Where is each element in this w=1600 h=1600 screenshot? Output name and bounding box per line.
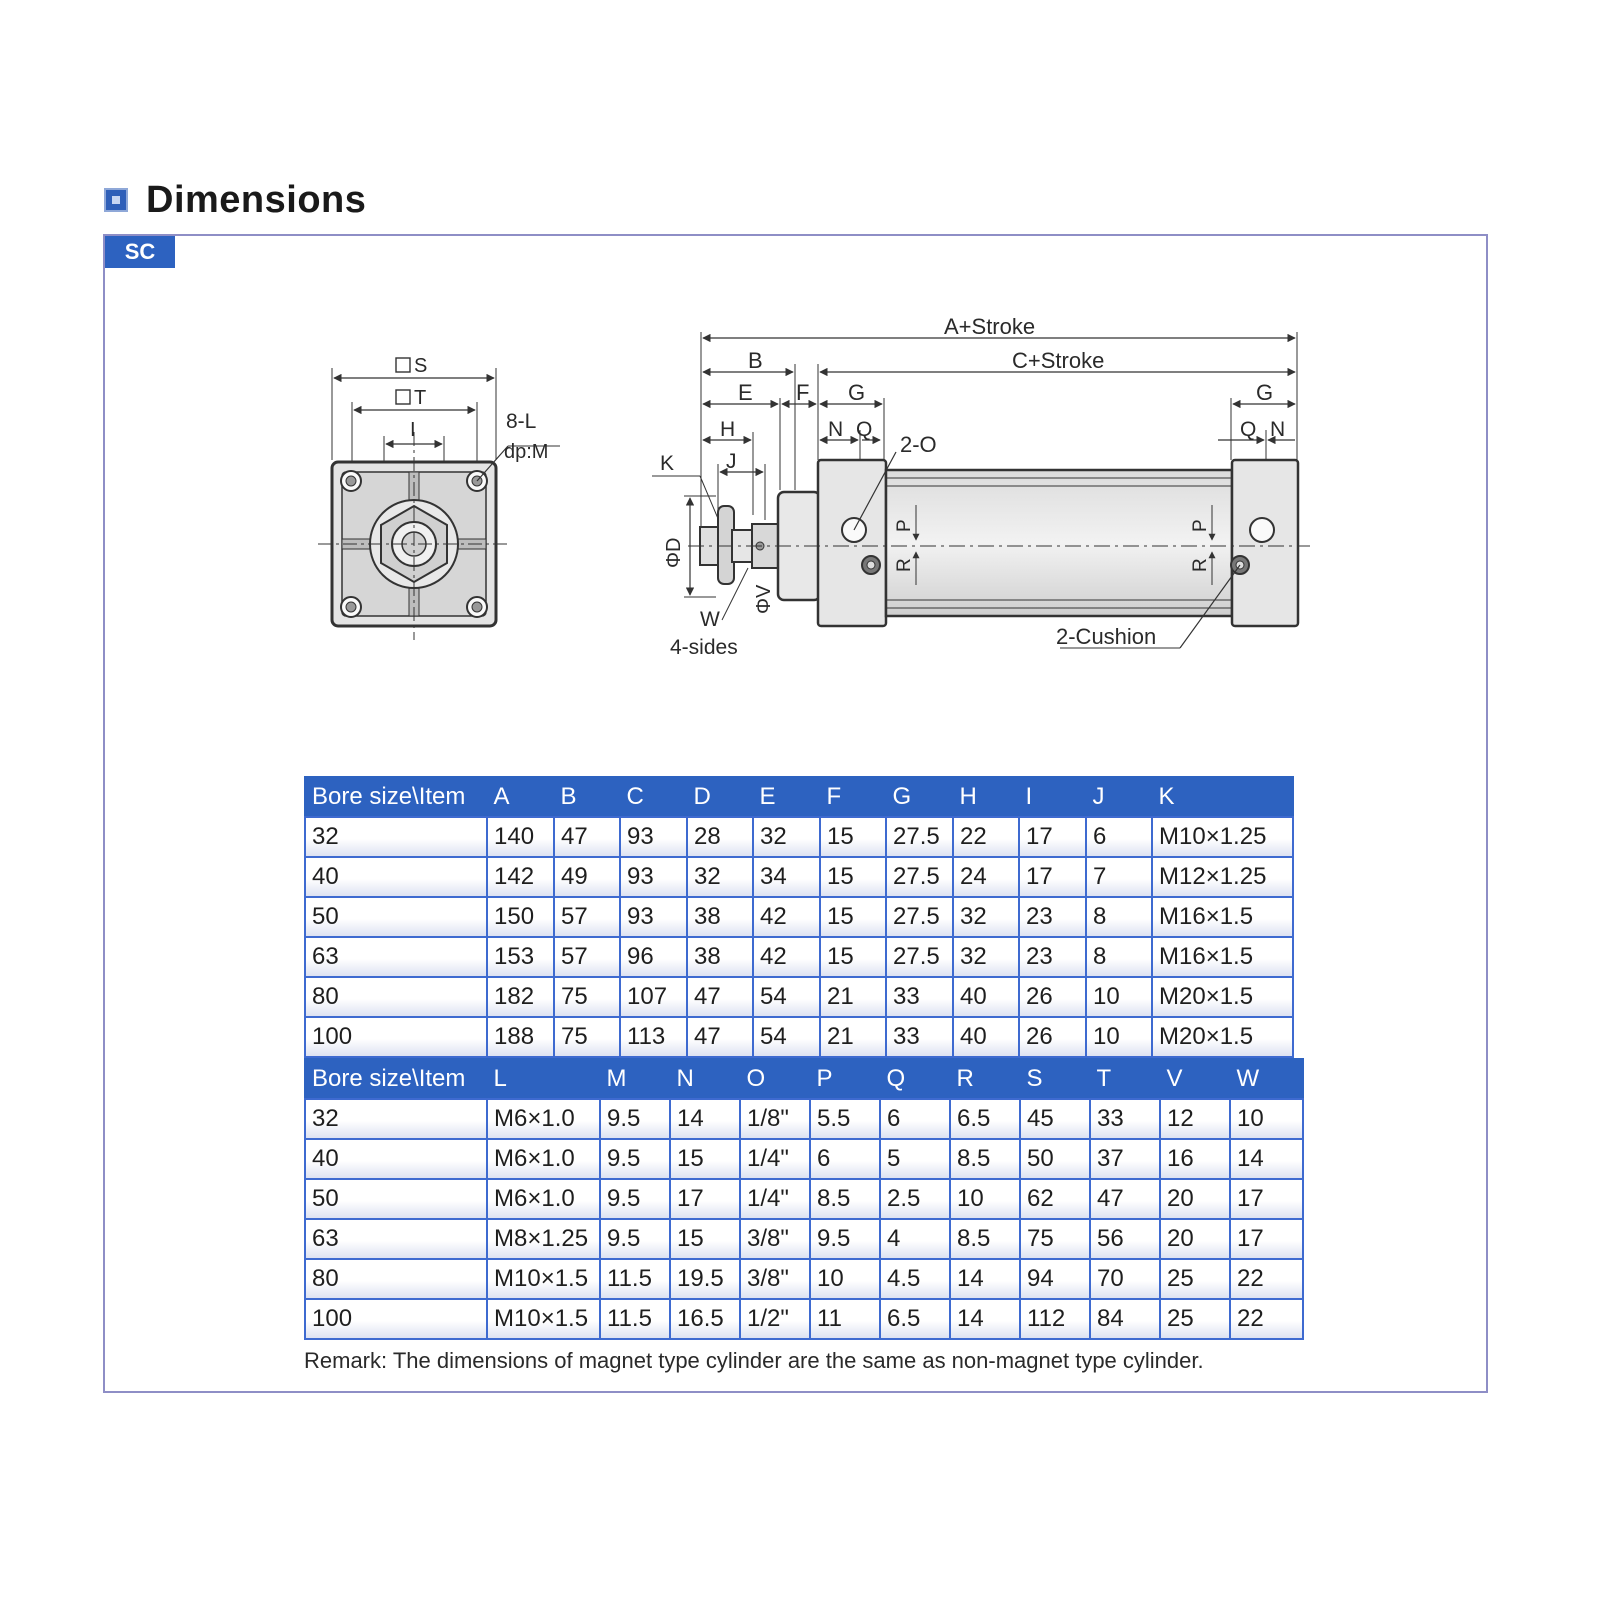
table-cell: 33: [886, 1017, 953, 1057]
table-cell: 3/8": [740, 1219, 810, 1259]
table-cell: 24: [953, 857, 1019, 897]
label-a-stroke: A+Stroke: [944, 314, 1036, 339]
table-row: [305, 937, 1293, 977]
table-cell: 26: [1019, 977, 1086, 1017]
table-cell: 93: [620, 897, 687, 937]
table-cell: 37: [1090, 1139, 1160, 1179]
page-title: Dimensions: [146, 178, 367, 221]
table-cell: 2.5: [880, 1179, 950, 1219]
table-cell: 1/4": [740, 1179, 810, 1219]
table-row: [305, 1259, 1303, 1299]
column-header: J: [1086, 777, 1152, 817]
label-j: J: [726, 450, 737, 473]
table-cell: 57: [554, 897, 620, 937]
column-header: D: [687, 777, 753, 817]
table-cell: 47: [687, 977, 753, 1017]
label-2-cushion: 2-Cushion: [1056, 624, 1157, 649]
column-header: Bore size\Item: [305, 1059, 487, 1099]
bore-size-cell: 32: [305, 1099, 487, 1139]
table-cell: 45: [1020, 1099, 1090, 1139]
cylinder-drawing: [0, 0, 1600, 720]
table-cell: 8.5: [950, 1139, 1020, 1179]
table-header-row: [305, 777, 1293, 817]
table-cell: 15: [820, 817, 886, 857]
label-r-right: R: [1190, 558, 1211, 572]
table-cell: 33: [886, 977, 953, 1017]
table-cell: 15: [670, 1219, 740, 1259]
table-cell: 1/4": [740, 1139, 810, 1179]
table-cell: 54: [753, 1017, 820, 1057]
table-cell: 56: [1090, 1219, 1160, 1259]
table-cell: 26: [1019, 1017, 1086, 1057]
table-cell: 19.5: [670, 1259, 740, 1299]
table-cell: 21: [820, 1017, 886, 1057]
table-cell: 40: [953, 977, 1019, 1017]
table-cell: 47: [687, 1017, 753, 1057]
table-cell: 11.5: [600, 1299, 670, 1339]
table-cell: 17: [1230, 1219, 1303, 1259]
column-header: O: [740, 1059, 810, 1099]
table-cell: M16×1.5: [1152, 937, 1293, 977]
table-cell: 27.5: [886, 897, 953, 937]
table-cell: 75: [554, 1017, 620, 1057]
table-cell: M6×1.0: [487, 1179, 600, 1219]
table-row: [305, 1139, 1303, 1179]
table-cell: M12×1.25: [1152, 857, 1293, 897]
table-cell: 93: [620, 857, 687, 897]
label-k: K: [660, 452, 675, 475]
model-tag: SC: [105, 236, 175, 268]
table-cell: 32: [687, 857, 753, 897]
table-cell: 8: [1086, 897, 1152, 937]
column-header: T: [1090, 1059, 1160, 1099]
column-header: V: [1160, 1059, 1230, 1099]
bore-size-cell: 40: [305, 857, 487, 897]
label-f: F: [796, 380, 810, 405]
table-cell: 10: [1086, 977, 1152, 1017]
table-row: [305, 1017, 1293, 1057]
table-cell: 10: [950, 1179, 1020, 1219]
table-cell: 6: [880, 1099, 950, 1139]
table-cell: 22: [953, 817, 1019, 857]
table-cell: 27.5: [886, 857, 953, 897]
table-cell: 10: [810, 1259, 880, 1299]
label-w: W: [700, 608, 720, 631]
column-header: Bore size\Item: [305, 777, 487, 817]
table-cell: 93: [620, 817, 687, 857]
table-cell: 17: [670, 1179, 740, 1219]
dimension-table-l-w: [304, 1058, 1304, 1340]
column-header: F: [820, 777, 886, 817]
label-s: S: [414, 355, 428, 377]
table-cell: 57: [554, 937, 620, 977]
bore-size-cell: 80: [305, 1259, 487, 1299]
table-cell: 22: [1230, 1259, 1303, 1299]
label-dp-m: dp:M: [504, 441, 549, 463]
table-cell: 9.5: [600, 1219, 670, 1259]
square-symbol-icon: [396, 358, 410, 372]
table-cell: 5: [880, 1139, 950, 1179]
table-cell: 7: [1086, 857, 1152, 897]
label-b: B: [748, 348, 763, 373]
table-cell: 8: [1086, 937, 1152, 977]
label-g-left: G: [848, 380, 866, 405]
label-p-right: P: [1190, 519, 1211, 532]
table-cell: M10×1.25: [1152, 817, 1293, 857]
table-row: [305, 1219, 1303, 1259]
table-cell: 14: [950, 1299, 1020, 1339]
table-cell: M8×1.25: [487, 1219, 600, 1259]
column-header: E: [753, 777, 820, 817]
bore-size-cell: 40: [305, 1139, 487, 1179]
table-cell: 11: [810, 1299, 880, 1339]
column-header: M: [600, 1059, 670, 1099]
table-cell: 94: [1020, 1259, 1090, 1299]
table-cell: 182: [487, 977, 554, 1017]
label-q-left: Q: [856, 418, 873, 441]
table-cell: 150: [487, 897, 554, 937]
table-cell: 22: [1230, 1299, 1303, 1339]
table-cell: 14: [950, 1259, 1020, 1299]
table-cell: 4.5: [880, 1259, 950, 1299]
label-8-l: 8-L: [506, 410, 537, 433]
table-cell: 38: [687, 937, 753, 977]
table-cell: 17: [1019, 817, 1086, 857]
label-n-right: N: [1270, 418, 1286, 441]
column-header: C: [620, 777, 687, 817]
bore-size-cell: 32: [305, 817, 487, 857]
label-4-sides: 4-sides: [670, 636, 738, 659]
column-header: K: [1152, 777, 1293, 817]
table-cell: 27.5: [886, 937, 953, 977]
table-cell: 9.5: [600, 1179, 670, 1219]
label-g-right: G: [1256, 380, 1274, 405]
table-cell: 70: [1090, 1259, 1160, 1299]
column-header: S: [1020, 1059, 1090, 1099]
table-cell: 15: [670, 1139, 740, 1179]
table-row: [305, 897, 1293, 937]
table-cell: 20: [1160, 1219, 1230, 1259]
column-header: N: [670, 1059, 740, 1099]
column-header: A: [487, 777, 554, 817]
table-cell: 10: [1086, 1017, 1152, 1057]
table-cell: 16: [1160, 1139, 1230, 1179]
table-cell: 33: [1090, 1099, 1160, 1139]
label-e: E: [738, 380, 753, 405]
table-cell: 3/8": [740, 1259, 810, 1299]
table-row: [305, 1099, 1303, 1139]
table-cell: 75: [1020, 1219, 1090, 1259]
table-cell: 16.5: [670, 1299, 740, 1339]
front-view: [318, 368, 560, 640]
table-cell: 32: [953, 937, 1019, 977]
table-row: [305, 857, 1293, 897]
label-phi-d: ΦD: [663, 537, 685, 568]
table-cell: 15: [820, 857, 886, 897]
table-cell: 15: [820, 897, 886, 937]
label-i: I: [410, 419, 416, 441]
table-cell: M16×1.5: [1152, 897, 1293, 937]
label-2-o: 2-O: [900, 432, 937, 457]
label-c-stroke: C+Stroke: [1012, 348, 1105, 373]
remark-note: Remark: The dimensions of magnet type cylinder are the same as non-magnet type cylinder.: [304, 1348, 1204, 1373]
table-cell: 9.5: [600, 1139, 670, 1179]
table-cell: 15: [820, 937, 886, 977]
table-cell: 6: [1086, 817, 1152, 857]
table-cell: M20×1.5: [1152, 977, 1293, 1017]
table-cell: 6: [810, 1139, 880, 1179]
table-cell: 1/8": [740, 1099, 810, 1139]
table-cell: M6×1.0: [487, 1099, 600, 1139]
table-cell: 8.5: [950, 1219, 1020, 1259]
bore-size-cell: 50: [305, 1179, 487, 1219]
table-cell: 75: [554, 977, 620, 1017]
bore-size-cell: 63: [305, 937, 487, 977]
table-cell: 153: [487, 937, 554, 977]
column-header: R: [950, 1059, 1020, 1099]
table-cell: M10×1.5: [487, 1259, 600, 1299]
table-cell: 23: [1019, 937, 1086, 977]
table-cell: 9.5: [810, 1219, 880, 1259]
column-header: I: [1019, 777, 1086, 817]
table-row: [305, 977, 1293, 1017]
label-p-left: P: [894, 519, 915, 532]
table-cell: 14: [670, 1099, 740, 1139]
front-view-labels: [396, 355, 548, 463]
table-cell: 4: [880, 1219, 950, 1259]
table-cell: 49: [554, 857, 620, 897]
table-cell: 42: [753, 937, 820, 977]
table-cell: 34: [753, 857, 820, 897]
label-q-right: Q: [1240, 418, 1257, 441]
column-header: H: [953, 777, 1019, 817]
table-cell: 32: [753, 817, 820, 857]
table-cell: 40: [953, 1017, 1019, 1057]
bore-size-cell: 50: [305, 897, 487, 937]
table-cell: 54: [753, 977, 820, 1017]
table-cell: 21: [820, 977, 886, 1017]
table-row: [305, 1179, 1303, 1219]
table-cell: M10×1.5: [487, 1299, 600, 1339]
table-cell: 32: [953, 897, 1019, 937]
table-cell: 1/2": [740, 1299, 810, 1339]
column-header: W: [1230, 1059, 1303, 1099]
table-cell: 14: [1230, 1139, 1303, 1179]
table-cell: 25: [1160, 1259, 1230, 1299]
table-cell: 140: [487, 817, 554, 857]
bore-size-cell: 100: [305, 1017, 487, 1057]
table-cell: M20×1.5: [1152, 1017, 1293, 1057]
table-cell: 28: [687, 817, 753, 857]
table-cell: 17: [1019, 857, 1086, 897]
table-cell: 8.5: [810, 1179, 880, 1219]
table-cell: 47: [1090, 1179, 1160, 1219]
table-cell: 107: [620, 977, 687, 1017]
table-cell: 11.5: [600, 1259, 670, 1299]
column-header: G: [886, 777, 953, 817]
table-cell: 12: [1160, 1099, 1230, 1139]
table-cell: 96: [620, 937, 687, 977]
bore-size-cell: 100: [305, 1299, 487, 1339]
table-row: [305, 1299, 1303, 1339]
square-symbol-icon: [396, 390, 410, 404]
table-cell: 62: [1020, 1179, 1090, 1219]
table-cell: 84: [1090, 1299, 1160, 1339]
label-h: H: [720, 418, 736, 441]
table-cell: 50: [1020, 1139, 1090, 1179]
table-cell: 9.5: [600, 1099, 670, 1139]
table-cell: 27.5: [886, 817, 953, 857]
table-cell: 5.5: [810, 1099, 880, 1139]
table-header-row: [305, 1059, 1303, 1099]
label-phi-v: ΦV: [753, 584, 775, 614]
label-t: T: [414, 387, 427, 409]
table-cell: 142: [487, 857, 554, 897]
column-header: Q: [880, 1059, 950, 1099]
dimension-table-a-k: [304, 776, 1294, 1058]
bore-size-cell: 80: [305, 977, 487, 1017]
table-cell: 25: [1160, 1299, 1230, 1339]
bore-size-cell: 63: [305, 1219, 487, 1259]
table-cell: 113: [620, 1017, 687, 1057]
column-header: B: [554, 777, 620, 817]
table-cell: 6.5: [950, 1099, 1020, 1139]
table-cell: 6.5: [880, 1299, 950, 1339]
label-n-left: N: [828, 418, 844, 441]
column-header: P: [810, 1059, 880, 1099]
table-cell: 38: [687, 897, 753, 937]
table-cell: 42: [753, 897, 820, 937]
table-cell: 23: [1019, 897, 1086, 937]
table-cell: 112: [1020, 1299, 1090, 1339]
label-r-left: R: [894, 558, 915, 572]
table-cell: 20: [1160, 1179, 1230, 1219]
table-cell: M6×1.0: [487, 1139, 600, 1179]
column-header: L: [487, 1059, 600, 1099]
table-cell: 10: [1230, 1099, 1303, 1139]
table-cell: 188: [487, 1017, 554, 1057]
table-cell: 47: [554, 817, 620, 857]
table-cell: 17: [1230, 1179, 1303, 1219]
table-row: [305, 817, 1293, 857]
